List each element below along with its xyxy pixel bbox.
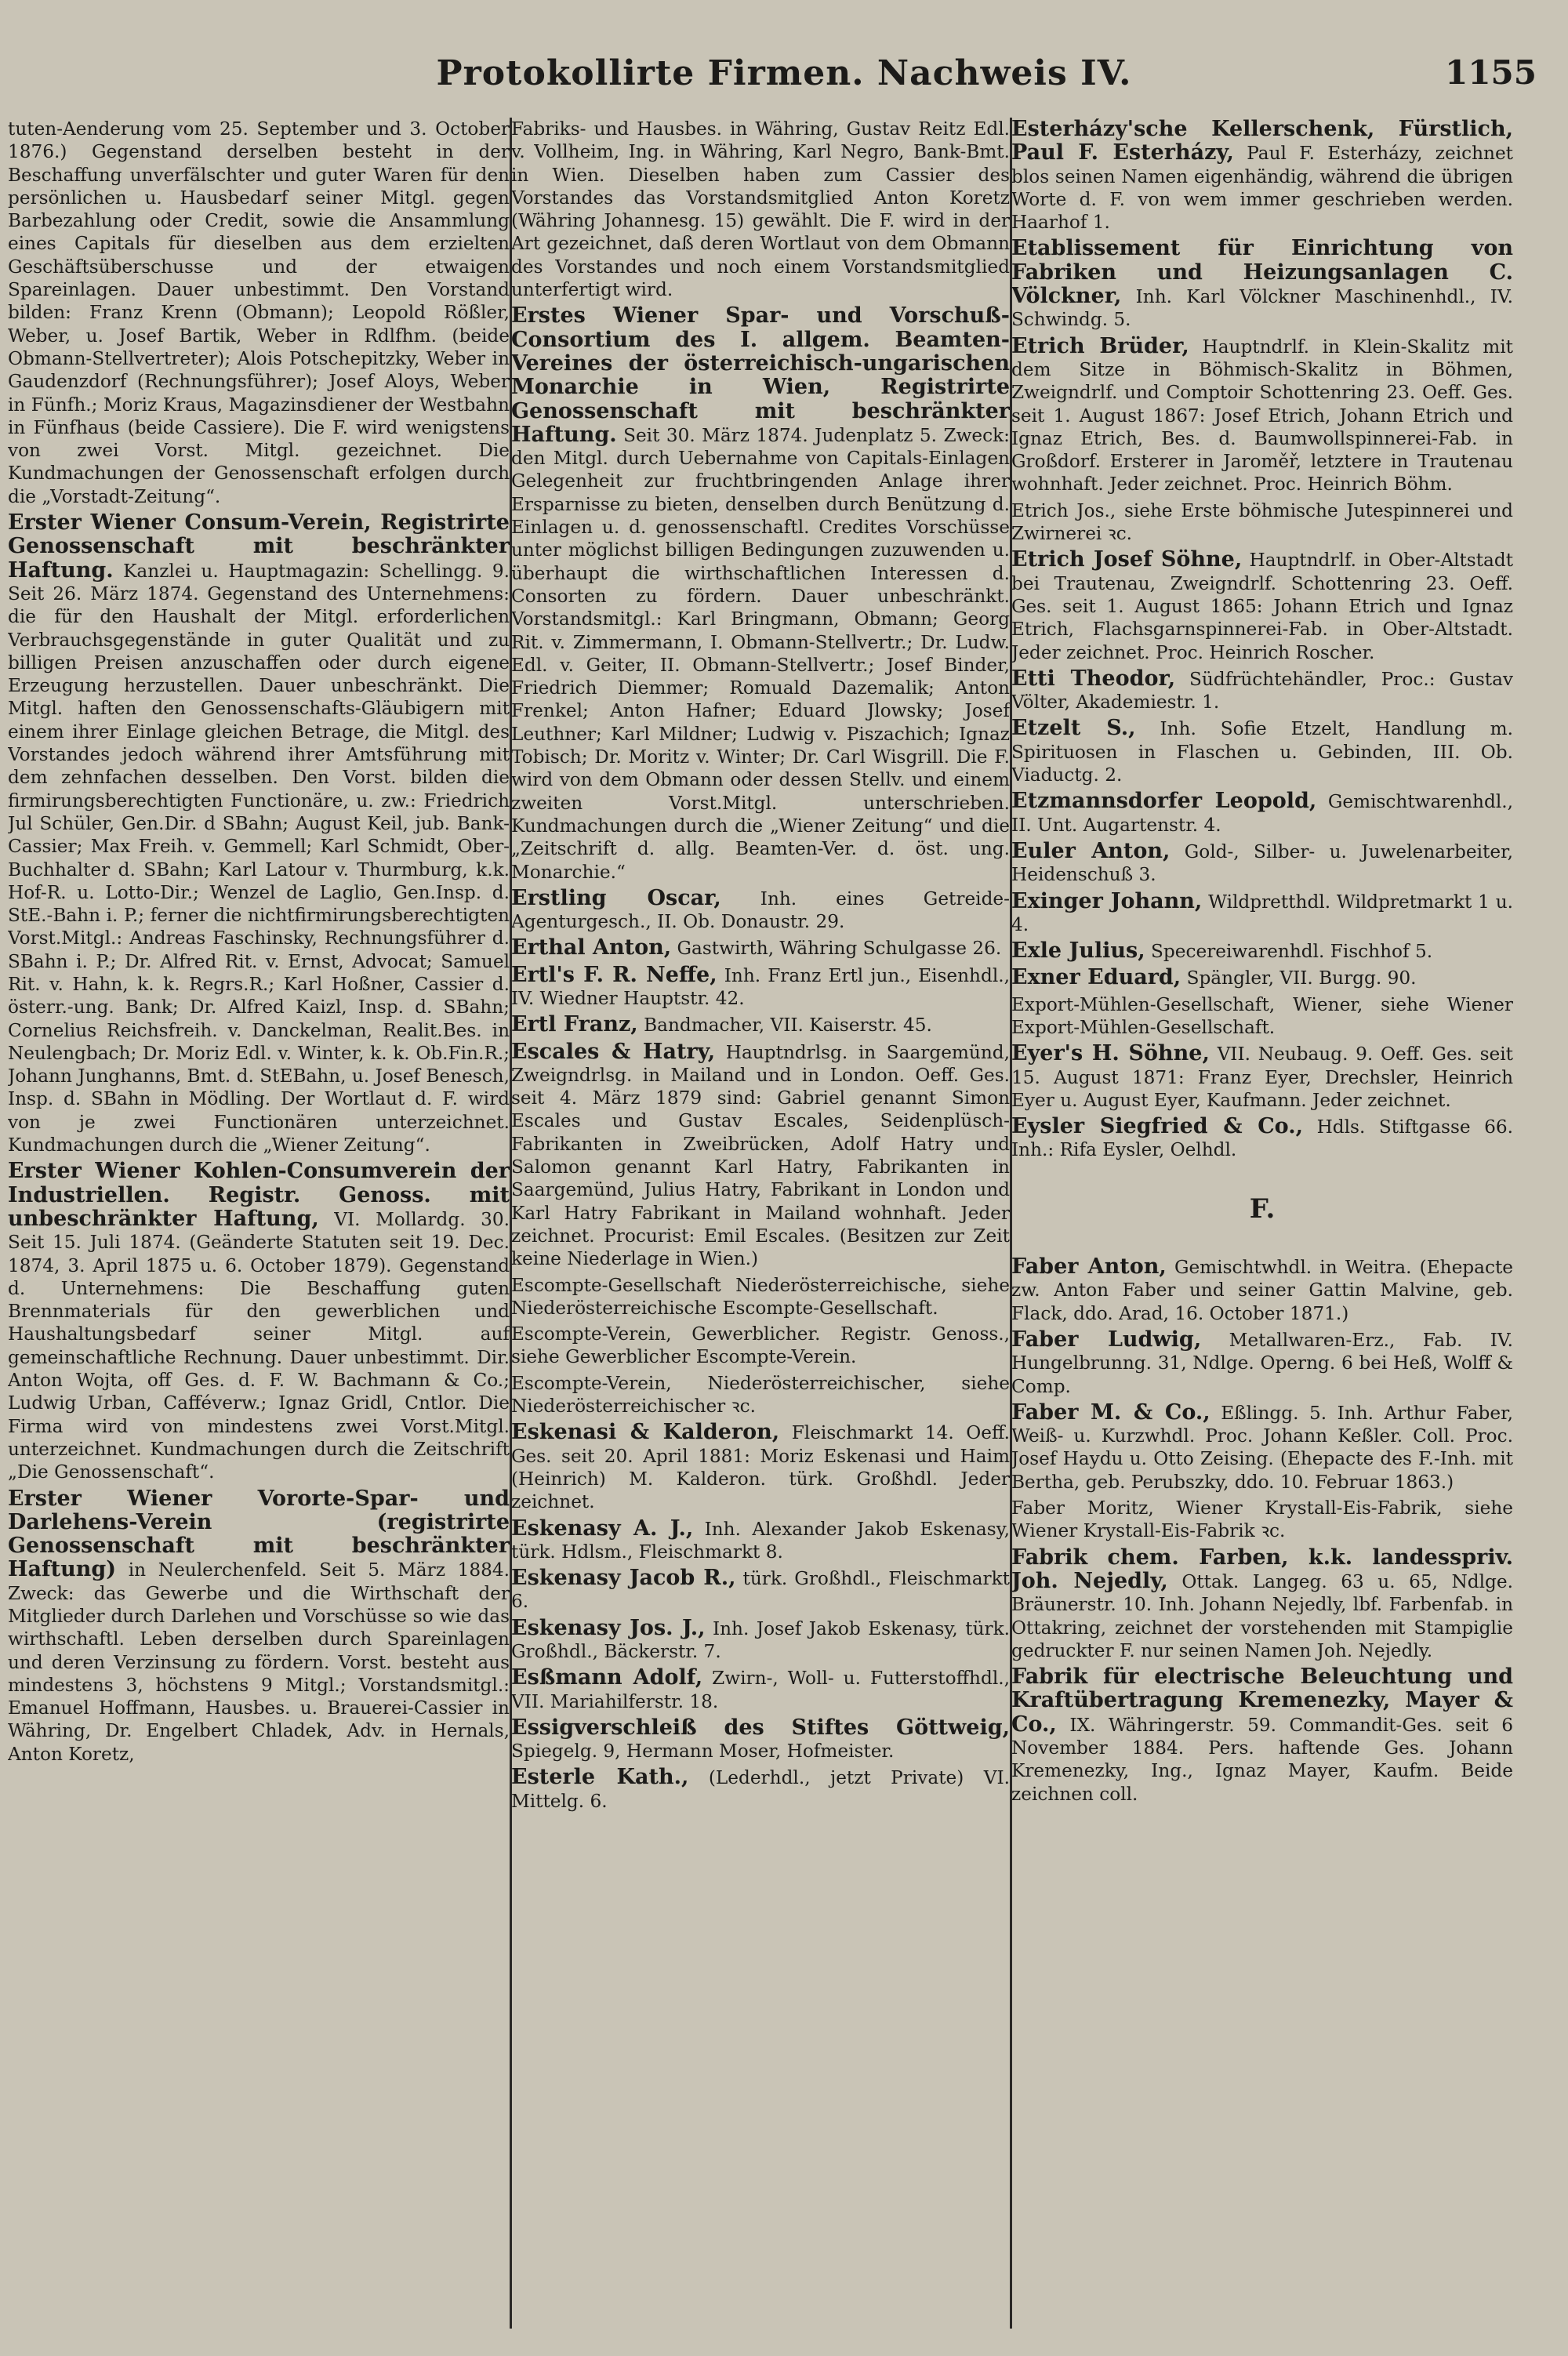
directory-entry (511, 1274, 1010, 1320)
directory-entry (511, 1766, 1010, 1813)
directory-entry (1011, 1042, 1513, 1112)
entry-firm-name: Esterházy'sche Kellerschenk, Fürstlich, Paul F. Esterházy, (1011, 118, 1513, 165)
page-header (0, 49, 1568, 103)
entry-firm-name: Faber Anton, (1011, 1254, 1167, 1280)
directory-entry (1011, 840, 1513, 887)
entry-details: Inh. Josef Jakob Eskenasy, türk. Großhdl., Bäckerstr. 7. (511, 1617, 1010, 1662)
entry-firm-name: Esßmann Adolf, (511, 1665, 703, 1690)
directory-entry (1011, 790, 1513, 837)
entry-firm-name: Faber M. & Co., (1011, 1399, 1210, 1425)
entry-firm-name: Erster Wiener Kohlen-Consumverein der Industriellen. Registr. Genoss. mit unbeschränkter Haftung, (8, 1159, 510, 1231)
directory-entry (511, 304, 1010, 883)
entry-details: Specereiwarenhdl. Fischhof 5. (1151, 941, 1433, 963)
directory-entry (1011, 1497, 1513, 1543)
entry-firm-name: Eskenasi & Kalderon, (511, 1420, 780, 1445)
entry-firm-name: Eyer's H. Söhne, (1011, 1041, 1210, 1066)
section-letter: F. (1249, 1193, 1276, 1225)
entry-details: VI. Mollardg. 30. Seit 15. Juli 1874. (Geänderte Statuten seit 19. Dec. 1874, 3. April 1875 u. 6. October 1879). Gegenstand d. Unternehmens: Die Beschaffung guten Brennmaterials für den gewerblichen und Haushaltungsbedarf seiner Mitgl. auf gemeinschaftliche Rechnung. Dauer unbestimmt. Dir. Anton Wojta, off Ges. d. F. W. Bachmann & Co.; Ludwig Urban, Cafféverw.; Ignaz Gridl, Cntlor. Die Firma wird von mindestens zwei Vorst.Mitgl. unterzeichnet. Kundmachungen durch die Zeitschrift „Die Genossenschaft“. (8, 1208, 510, 1483)
directory-entry (511, 1666, 1010, 1713)
directory-entry (511, 1421, 1010, 1513)
entry-details: Inh. eines Getreide-Agenturgesch., II. Ob. Donaustr. 29. (511, 888, 1010, 933)
entry-details: Hdls. Stiftgasse 66. Inh.: Rifa Eysler, Oelhdl. (1011, 1116, 1513, 1161)
entry-firm-name: Exner Eduard, (1011, 965, 1181, 990)
directory-entry (511, 1716, 1010, 1763)
entry-firm-name: Erster Wiener Consum-Verein, Registrirte Genossenschaft mit beschränkter Haftung. (8, 510, 510, 583)
page-title: Protokollirte Firmen. Nachweis IV. (436, 53, 1132, 93)
directory-entry (8, 118, 510, 508)
entry-details: Inh. Franz Ertl jun., Eisenhdl., IV. Wiedner Hauptstr. 42. (511, 964, 1010, 1009)
entry-details: Escompte-Gesellschaft Niederösterreichische, siehe Niederösterreichische Escompte-Gesellschaft. (511, 1274, 1010, 1319)
directory-entry (511, 1040, 1010, 1271)
directory-entry (1011, 1665, 1513, 1806)
directory-entry (1011, 499, 1513, 546)
directory-entry (8, 511, 510, 1156)
entry-firm-name: Erster Wiener Vororte-Spar- und Darlehens-Verein (registrirte Genossenschaft mit beschränkter Haftung) (8, 1486, 510, 1582)
entry-details: Etrich Jos., siehe Erste böhmische Jutespinnerei und Zwirnerei ꝛc. (1011, 499, 1513, 545)
directory-entry (511, 1323, 1010, 1369)
entry-details: Paul F. Esterházy, zeichnet blos seinen Namen eigenhändig, während die übrigen Worte d. F. von wem immer geschrieben werden. Haarhof 1. (1011, 143, 1513, 234)
directory-entry (1011, 335, 1513, 496)
entry-details: Ottak. Langeg. 63 u. 65, Ndlge. Bräunerstr. 10. Inh. Johann Nejedly, lbf. Farbenfab. in Ottakring, zeichnet der vorstehenden mit Stampiglie gedruckter F. nur seinen Namen Joh. Nejedly. (1011, 1570, 1513, 1661)
entry-firm-name: Exle Julius, (1011, 938, 1145, 964)
entry-details: tuten-Aenderung vom 25. September und 3. October 1876.) Gegenstand derselben besteht in der Beschaffung unverfälschter und guter Waren für den persönlichen u. Hausbedarf seiner Mitgl. gegen Barbezahlung oder Credit, sowie die Ansammlung eines Capitals für dieselben aus dem erzielten Geschäftsüberschusse und der etwaigen Spareinlagen. Dauer unbestimmt. Den Vorstand bilden: Franz Krenn (Obmann); Leopold Rößler, Weber, u. Josef Bartik, Weber in Rdlfhm. (beide Obmann-Stellvertreter); Alois Potschepitzky, Weber in Gaudenzdorf (Rechnungsführer); Josef Aloys, Weber in Fünfh.; Moriz Kraus, Magazinsdiener der Westbahn in Fünfhaus (beide Cassiere). Die F. wird wenigstens von zwei Vorst. Mitgl. gezeichnet. Die Kundmachungen der Genossenschaft erfolgen durch die „Vorstadt-Zeitung“. (8, 118, 510, 507)
directory-entry (511, 1566, 1010, 1614)
entry-firm-name: Erstling Oscar, (511, 885, 721, 910)
entry-details: Escompte-Verein, Niederösterreichischer, siehe Niederösterreichischer ꝛc. (511, 1372, 1010, 1418)
directory-entry (511, 964, 1010, 1011)
entry-firm-name: Eysler Siegfried & Co., (1011, 1114, 1304, 1139)
entry-firm-name: Ertl's F. R. Neffe, (511, 962, 717, 987)
entry-details: Hauptndrlsg. in Saargemünd, Zweigndrlsg. in Mailand und in London. Oeff. Ges. seit 4. März 1879 sind: Gabriel genannt Simon Escales und Gustav Escales, Seidenplüsch-Fabrikanten in Zweibrücken, Adolf Hatry und Salomon genannt Karl Hatry, Fabrikanten in Saargemünd, Julius Hatry, Fabrikant in London und Karl Hatry Fabrikant in Mailand wohnhaft. Jeder zeichnet. Procurist: Emil Escales. (Besitzen zur Zeit keine Niederlage in Wien.) (511, 1041, 1010, 1270)
entry-firm-name: Escales & Hatry, (511, 1039, 716, 1064)
entry-details: Spängler, VII. Burgg. 90. (1186, 967, 1417, 989)
directory-entry (1011, 890, 1513, 937)
entry-firm-name: Exinger Johann, (1011, 888, 1203, 913)
entry-firm-name: Eskenasy Jos. J., (511, 1615, 706, 1640)
directory-entry (8, 1487, 510, 1766)
entry-firm-name: Etrich Brüder, (1011, 333, 1189, 358)
entry-firm-name: Eskenasy Jacob R., (511, 1566, 736, 1591)
directory-entry (1011, 1115, 1513, 1162)
directory-entry (511, 118, 1010, 301)
entry-firm-name: Erstes Wiener Spar- und Vorschuß-Consortium des I. allgem. Beamten-Vereines der österreichisch-ungarischen Monarchie in Wien, Registrirte Genossenschaft mit beschränkter Haftung. (511, 303, 1010, 447)
directory-entry (1011, 548, 1513, 663)
directory-entry (1011, 717, 1513, 786)
directory-entry (1011, 1255, 1513, 1325)
entry-details: Spiegelg. 9, Hermann Moser, Hofmeister. (511, 1741, 895, 1762)
entry-details: Kanzlei u. Hauptmagazin: Schellingg. 9. Seit 26. März 1874. Gegenstand des Unternehmens: die für den Haushalt der Mitgl. erforderlichen Verbrauchsgegenstände in guter Qualität und zu billigen Preisen anzuschaffen oder durch eigene Erzeugung herzustellen. Dauer unbeschränkt. Die Mitgl. haften den Genossenschafts-Gläubigern mit einem ihrer Einlage gleichen Betrage, die Mitgl. des Vorstandes jedoch während ihrer Amtsführung mit dem zehnfachen desselben. Den Vorst. bilden die firmirungsberechtigten Functionäre, u. zw.: Friedrich Jul Schüler, Gen.Dir. d SBahn; August Keil, jub. Bank-Cassier; Max Freih. v. Gemmell; Karl Schmidt, Ober-Buchhalter d. SBahn; Karl Latour v. Thurmburg, k.k. Hof-R. u. Lotto-Dir.; Wenzel de Laglio, Gen.Insp. d. StE.-Bahn i. P.; ferner die nichtfirmirungsberechtigten Vorst.Mitgl.: Andreas Faschinsky, Rechnungsführer d. SBahn i. P.; Dr. Alfred Rit. v. Ernst, Advocat; Samuel Rit. v. Hahn, k. k. Regrs.R.; Karl Hoßner, Cassier d. österr.-ung. Bank; Dr. Alfred Kaizl, Insp. d. SBahn; Cornelius Reichsfreih. v. Danckelman, Realit.Bes. in Neulengbach; Dr. Moriz Edl. v. Winter, k. k. Ob.Fin.R.; Johann Junghanns, Bmt. d. StEBahn, u. Josef Benesch, Insp. d. SBahn in Mödling. Der Wortlaut d. F. wird von je zwei Functionären unterzeichnet. Kundmachungen durch die „Wiener Zeitung“. (8, 560, 510, 1156)
directory-entry (1011, 237, 1513, 331)
entry-firm-name: Etablissement für Einrichtung von Fabriken und Heizungsanlagen C. Völckner, (1011, 236, 1513, 309)
directory-entry (1011, 1401, 1513, 1494)
entry-firm-name: Essigverschleiß des Stiftes Göttweig, (511, 1715, 1010, 1740)
entry-firm-name: Ertl Franz, (511, 1012, 638, 1037)
entry-details: Escompte-Verein, Gewerblicher. Registr. Genoss., siehe Gewerblicher Escompte-Verein. (511, 1323, 1010, 1368)
entry-details: Seit 30. März 1874. Judenplatz 5. Zweck: den Mitgl. durch Uebernahme von Capitals-Einlagen Gelegenheit zur fruchtbringenden Anlage ihrer Ersparnisse zu bieten, denselben durch Benützung d. Einlagen u. d. genossenschaftl. Credites Vorschüsse unter möglichst billigen Bedingungen zuzuwenden u. überhaupt die wirthschaftlichen Interessen d. Consorten zu fördern. Dauer unbeschränkt. Vorstandsmitgl.: Karl Bringmann, Obmann; Georg Rit. v. Zimmermann, I. Obmann-Stellvertr.; Dr. Ludw. Edl. v. Geiter, II. Obmann-Stellvertr.; Josef Binder, Friedrich Diemmer; Romuald Dazemalik; Anton Frenkel; Anton Hafner; Eduard Jlowsky; Josef Leuthner; Karl Mildner; Ludwig v. Piszachich; Ignaz Tobisch; Dr. Moritz v. Winter; Dr. Carl Wisgrill. Die F. wird von dem Obmann oder dessen Stellv. und einem zweiten Vorst.Mitgl. unterschrieben. Kundmachungen durch die „Wiener Zeitung“ und die „Zeitschrift d. allg. Beamten-Ver. d. öst. ung. Monarchie.“ (511, 424, 1010, 883)
entry-details: Metallwaren-Erz., Fab. IV. Hungelbrunng. 31, Ndlge. Operng. 6 bei Heß, Wolff & Comp. (1011, 1329, 1513, 1397)
directory-entry (511, 1013, 1010, 1036)
entry-firm-name: Eskenasy A. J., (511, 1516, 694, 1541)
entry-details: Fabriks- und Hausbes. in Währing, Gustav Reitz Edl. v. Vollheim, Ing. in Währing, Karl Negro, Bank-Bmt. in Wien. Dieselben haben zum Cassier des Vorstandes das Vorstandsmitglied Anton Koretz (Währing Johannesg. 15) gewählt. Die F. wird in der Art gezeichnet, daß deren Wortlaut von dem Obmann des Vorstandes und noch einem Vorstandsmitglied unterfertigt wird. (511, 118, 1010, 301)
entry-details: Gold-, Silber- u. Juwelenarbeiter, Heidenschuß 3. (1011, 840, 1513, 886)
entry-firm-name: Fabrik chem. Farben, k.k. landesspriv. Joh. Nejedly, (1011, 1545, 1513, 1593)
entry-details: Export-Mühlen-Gesellschaft, Wiener, siehe Wiener Export-Mühlen-Gesellschaft. (1011, 993, 1513, 1038)
entry-details: Fleischmarkt 14. Oeff. Ges. seit 20. April 1881: Moriz Eskenasi und Haim (Heinrich) M. Kalderon. türk. Großhdl. Jeder zeichnet. (511, 1422, 1010, 1513)
entry-details: (Lederhdl., jetzt Private) VI. Mittelg. 6. (511, 1767, 1010, 1812)
entry-firm-name: Etzmannsdorfer Leopold, (1011, 789, 1317, 814)
entry-firm-name: Etzelt S., (1011, 716, 1136, 741)
entry-firm-name: Etti Theodor, (1011, 666, 1176, 691)
entry-details: Faber Moritz, Wiener Krystall-Eis-Fabrik, siehe Wiener Krystall-Eis-Fabrik ꝛc. (1011, 1497, 1513, 1542)
entry-details: VII. Neubaug. 9. Oeff. Ges. seit 15. August 1871: Franz Eyer, Drechsler, Heinrich Eyer u. August Eyer, Kaufmann. Jeder zeichnet. (1011, 1044, 1513, 1111)
page-number: 1155 (1445, 53, 1537, 92)
directory-entry (1011, 966, 1513, 989)
directory-entry (8, 1160, 510, 1483)
entry-details: Gemischtwhdl. in Weitra. (Ehepacte zw. Anton Faber und seiner Gattin Malvine, geb. Flack, ddo. Arad, 16. October 1871.) (1011, 1257, 1513, 1324)
directory-entry (1011, 118, 1513, 234)
entry-details: in Neulerchenfeld. Seit 5. März 1884. Zweck: das Gewerbe und die Wirthschaft der Mitglieder durch Darlehen und Vorschüsse so wie das wirthschaftl. Leben derselben durch Spareinlagen und deren Verzinsung zu fördern. Vorst. besteht aus mindestens 3, höchstens 9 Mitgl.; Vorstandsmitgl.: Emanuel Hoffmann, Hausbes. u. Brauerei-Cassier in Währing, Dr. Engelbert Chladek, Adv. in Hernals, Anton Koretz, (8, 1559, 510, 1765)
entry-details: Inh. Sofie Etzelt, Handlung m. Spirituosen in Flaschen u. Gebinden, III. Ob. Viaductg. 2. (1011, 718, 1513, 786)
entry-firm-name: Euler Anton, (1011, 838, 1171, 863)
column-1 (8, 118, 510, 2321)
entry-details: Zwirn-, Woll- u. Futterstoffhdl., VII. Mariahilferstr. 18. (511, 1668, 1010, 1712)
column-3 (1011, 118, 1513, 2321)
entry-details: Gastwirth, Währing Schulgasse 26. (677, 938, 1002, 960)
entry-details: Hauptndrlf. in Ober-Altstadt bei Trautenau, Zweigndrlf. Schottenring 23. Oeff. Ges. seit 1. August 1865: Johann Etrich und Ignaz Etrich, Flachsgarnspinnerei-Fab. in Ober-Altstadt. Jeder zeichnet. Proc. Heinrich Roscher. (1011, 550, 1513, 663)
entry-details: Hauptndrlf. in Klein-Skalitz mit dem Sitze in Böhmisch-Skalitz in Böhmen, Zweigndrlf. und Comptoir Schottenring 23. Oeff. Ges. seit 1. August 1867: Josef Etrich, Johann Etrich und Ignaz Etrich, Bes. d. Baumwollspinnerei-Fab. in Großdorf. Ersterer in Jaroměř, letztere in Trautenau wohnhaft. Jeder zeichnet. Proc. Heinrich Böhm. (1011, 336, 1513, 496)
entry-details: Inh. Alexander Jakob Eskenasy, türk. Hdlsm., Fleischmarkt 8. (511, 1518, 1010, 1563)
directory-entry (1011, 667, 1513, 714)
entry-details: IX. Währingerstr. 59. Commandit-Ges. seit 6 November 1884. Pers. haftende Ges. Johann Kremenezky, Ing., Ignaz Mayer, Kaufm. Beide zeichnen coll. (1011, 1714, 1513, 1805)
directory-entry (1011, 939, 1513, 963)
entry-firm-name: Faber Ludwig, (1011, 1327, 1202, 1352)
entry-firm-name: Fabrik für electrische Beleuchtung und Kraftübertragung Kremenezky, Mayer & Co., (1011, 1664, 1513, 1737)
entry-details: Eßlingg. 5. Inh. Arthur Faber, Weiß- u. Kurzwhdl. Proc. Johann Keßler. Coll. Proc. Josef Haydu u. Otto Zeising. (Ehepacte des F.-Inh. mit Bertha, geb. Perubszky, ddo. 10. Februar 1863.) (1011, 1402, 1513, 1493)
directory-entry (511, 887, 1010, 934)
directory-entry (1011, 993, 1513, 1040)
directory-entry (511, 1372, 1010, 1418)
entry-details: Südfrüchtehändler, Proc.: Gustav Völter, Akademiestr. 1. (1011, 668, 1513, 713)
entry-details: Gemischtwarenhdl., II. Unt. Augartenstr. 4. (1011, 791, 1513, 836)
directory-entry (511, 936, 1010, 960)
directory-entry (1011, 1328, 1513, 1398)
column-2 (511, 118, 1010, 2321)
entry-details: Wildpretthdl. Wildpretmarkt 1 u. 4. (1011, 891, 1513, 935)
directory-entry (511, 1517, 1010, 1564)
entry-firm-name: Etrich Josef Söhne, (1011, 547, 1243, 572)
entry-firm-name: Erthal Anton, (511, 935, 672, 960)
entry-details: türk. Großhdl., Fleischmarkt 6. (511, 1568, 1010, 1613)
directory-entry (1011, 1546, 1513, 1662)
entry-details: Bandmacher, VII. Kaiserstr. 45. (644, 1015, 932, 1036)
entry-firm-name: Esterle Kath., (511, 1765, 689, 1790)
directory-entry (511, 1617, 1010, 1664)
entry-details: Inh. Karl Völckner Maschinenhdl., IV. Schwindg. 5. (1011, 286, 1513, 331)
